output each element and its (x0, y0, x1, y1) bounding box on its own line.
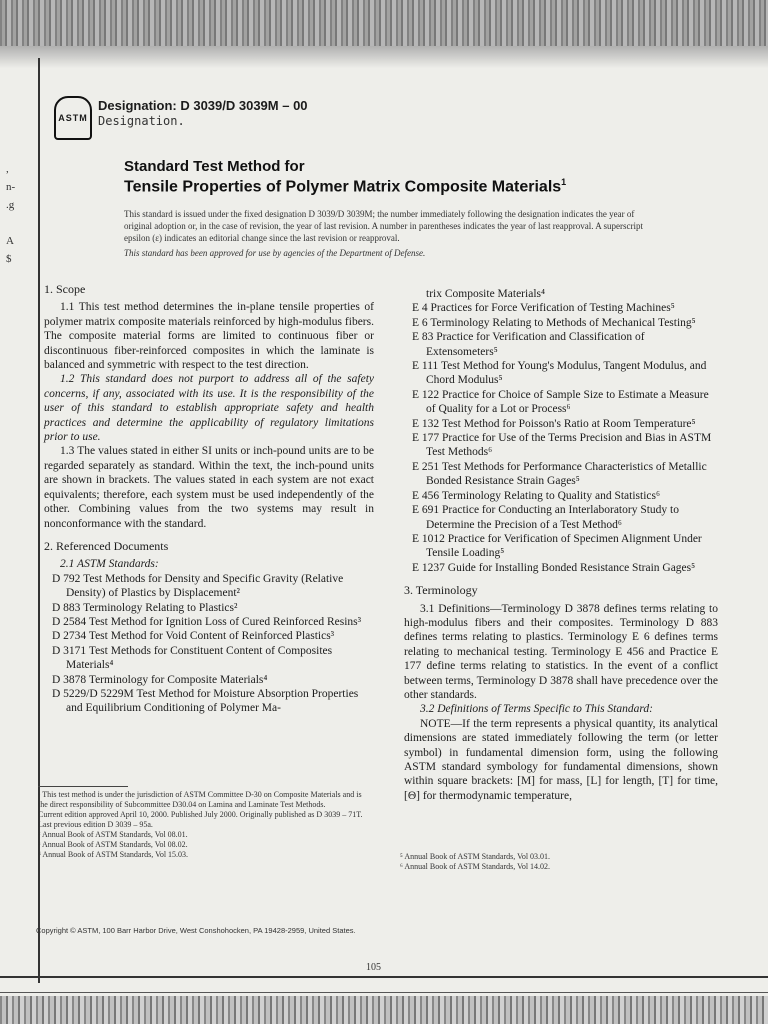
title-line-2: Tensile Properties of Polymer Matrix Composite Materials$^1$ (124, 177, 567, 196)
paragraph-1-1: 1.1 This test method determines the in-plane tensile properties of polymer matrix composite materials reinforced by high-modulus fibers. The composite material forms are limited to continuous fiber or discontinuous fiber-reinforced composites in which the laminate is balanced and symmetric with respect to the test direction. (44, 301, 374, 372)
document-title (124, 158, 684, 196)
reference-item: E 4 Practices for Force Verification of Testing Machines⁵ (412, 302, 675, 315)
scan-shadow-top (0, 0, 768, 68)
footnote: ² Annual Book of ASTM Standards, Vol 08.01. (38, 830, 188, 839)
reference-item: D 2734 Test Method for Void Content of Reinforced Plastics³ (52, 630, 335, 643)
reference-item: E 1012 Practice for Verification of Specimen Alignment Under Tensile Loading⁵ (412, 532, 702, 560)
reference-list-left (44, 572, 374, 716)
reference-item: E 122 Practice for Choice of Sample Size to Estimate a Measure of Quality for a Lot or Process⁶ (412, 388, 709, 416)
reference-item: E 83 Practice for Verification and Classification of Extensometers⁵ (412, 331, 645, 358)
reference-item: D 5229/D 5229M Test Method for Moisture Absorption Properties and Equilibrium Conditioning of Polymer Ma- (52, 687, 359, 715)
reference-item: D 3878 Terminology for Composite Materials⁴ (52, 673, 268, 686)
reference-list-right (404, 301, 718, 575)
handwritten-note: Designation. (98, 114, 185, 128)
reference-item: D 792 Test Methods for Density and Specific Gravity (Relative Density) of Plastics by Displacement² (52, 572, 344, 600)
reference-item: E 251 Test Methods for Performance Characteristics of Metallic Bonded Resistance Strain Gages⁵ (412, 460, 707, 488)
reference-item: E 1237 Guide for Installing Bonded Resistance Strain Gages⁵ (412, 561, 696, 574)
footnote: ⁴ Annual Book of ASTM Standards, Vol 15.03. (38, 850, 189, 859)
reference-item: E 177 Practice for Use of the Terms Precision and Bias in ASTM Test Methods⁶ (412, 432, 712, 459)
right-column (404, 287, 718, 803)
reference-continuation: trix Composite Materials⁴ (426, 288, 545, 300)
footnote: Current edition approved April 10, 2000. Published July 2000. Originally published as D 3039 – 71T. Last previous edition D 3039 – 95a. (38, 810, 363, 829)
left-column (44, 282, 374, 716)
footnotes-right (400, 852, 700, 872)
approved-note: This standard has been approved for use by agencies of the Department of Defense. (124, 248, 426, 258)
designation: Designation: D 3039/D 3039M – 00 (98, 98, 308, 113)
footnote: ⁶ Annual Book of ASTM Standards, Vol 14.02. (400, 862, 551, 871)
reference-item: E 6 Terminology Relating to Methods of Mechanical Testing⁵ (412, 316, 696, 329)
reference-item: D 3171 Test Methods for Constituent Content of Composites Materials⁴ (52, 644, 333, 672)
footnotes-left (38, 786, 370, 860)
reference-item: D 883 Terminology Relating to Plastics² (52, 601, 238, 614)
footnote: ¹ This test method is under the jurisdiction of ASTM Committee D-30 on Composite Materials and is the direct responsibility of Subcommittee D30.04 on Lamina and Laminate Test Methods. (38, 790, 362, 809)
reference-item: E 691 Practice for Conducting an Interlaboratory Study to Determine the Precision of a Test Method⁶ (412, 504, 679, 531)
scan-shadow-bottom (0, 996, 768, 1024)
note-paragraph: NOTE—If the term represents a physical quantity, its analytical dimensions are stated immediately following the term (or letter symbol) in fundamental dimension form, using the following ASTM standard symbology for fundamental dimensions, shown within square brackets: [M] for mass, [L] for length, [T] for time, [Θ] for thermodynamic temperature, (404, 717, 718, 802)
astm-logo: ASTM (54, 96, 92, 140)
reference-item: E 456 Terminology Relating to Quality and Statistics⁶ (412, 489, 660, 502)
issue-note: This standard is issued under the fixed designation D 3039/D 3039M; the number immediately following the designation indicates the year of original adoption or, in the case of revision, the year of last revision. A number in parentheses indicates the year of last reapproval. A superscript epsilon (ε) indicates an editorial change since the last revision or reapproval. (124, 209, 643, 243)
copyright-line: Copyright © ASTM, 100 Barr Harbor Drive, West Conshohocken, PA 19428-2959, United States. (36, 926, 356, 935)
page-number: 105 (366, 962, 381, 973)
page-bottom-rule-secondary (0, 992, 768, 993)
reference-item: E 111 Test Method for Young's Modulus, Tangent Modulus, and Chord Modulus⁵ (412, 360, 707, 387)
astm-standards-subhead: 2.1 ASTM Standards: (60, 558, 159, 571)
paragraph-3-1: 3.1 Definitions—Terminology D 3878 defines terms relating to high-modulus fibers and their composites. Terminology D 883 defines terms relating to plastics. Terminology E 6 defines terms relating to mechanical testing. Terminology E 456 and Practice E 177 define terms relating to statistics. In the event of a conflict between terms, Terminology D 3878 shall have precedence over the other standards. (404, 602, 718, 701)
margin-marks: , n- .g A $ (6, 163, 16, 265)
paragraph-3-2-heading: 3.2 Definitions of Terms Specific to This Standard: (420, 703, 653, 716)
reference-item: D 2584 Test Method for Ignition Loss of Cured Reinforced Resins³ (52, 615, 362, 628)
section-heading-scope: 1. Scope (44, 282, 86, 296)
section-heading-terminology: 3. Terminology (404, 583, 478, 598)
footnote: ³ Annual Book of ASTM Standards, Vol 08.02. (38, 840, 188, 849)
footnote: ⁵ Annual Book of ASTM Standards, Vol 03.01. (400, 852, 551, 861)
reference-item: E 132 Test Method for Poisson's Ratio at Room Temperature⁵ (412, 417, 696, 430)
paragraph-1-3: 1.3 The values stated in either SI units or inch-pound units are to be regarded separately as standard. Within the text, the inch-pound units are shown in brackets. The values stated in each system are not exact equivalents; therefore, each system must be used independently of the other. Combining values from the two systems may result in nonconformance with the standard. (44, 445, 374, 530)
section-heading-referenced: 2. Referenced Documents (44, 538, 169, 553)
title-line-1: Standard Test Method for (124, 158, 305, 175)
paragraph-1-2: 1.2 This standard does not purport to address all of the safety concerns, if any, associated with its use. It is the responsibility of the user of this standard to establish appropriate safety and health practices and determine the applicability of regulatory limitations prior to use. (44, 373, 374, 444)
page-bottom-rule (0, 976, 768, 978)
